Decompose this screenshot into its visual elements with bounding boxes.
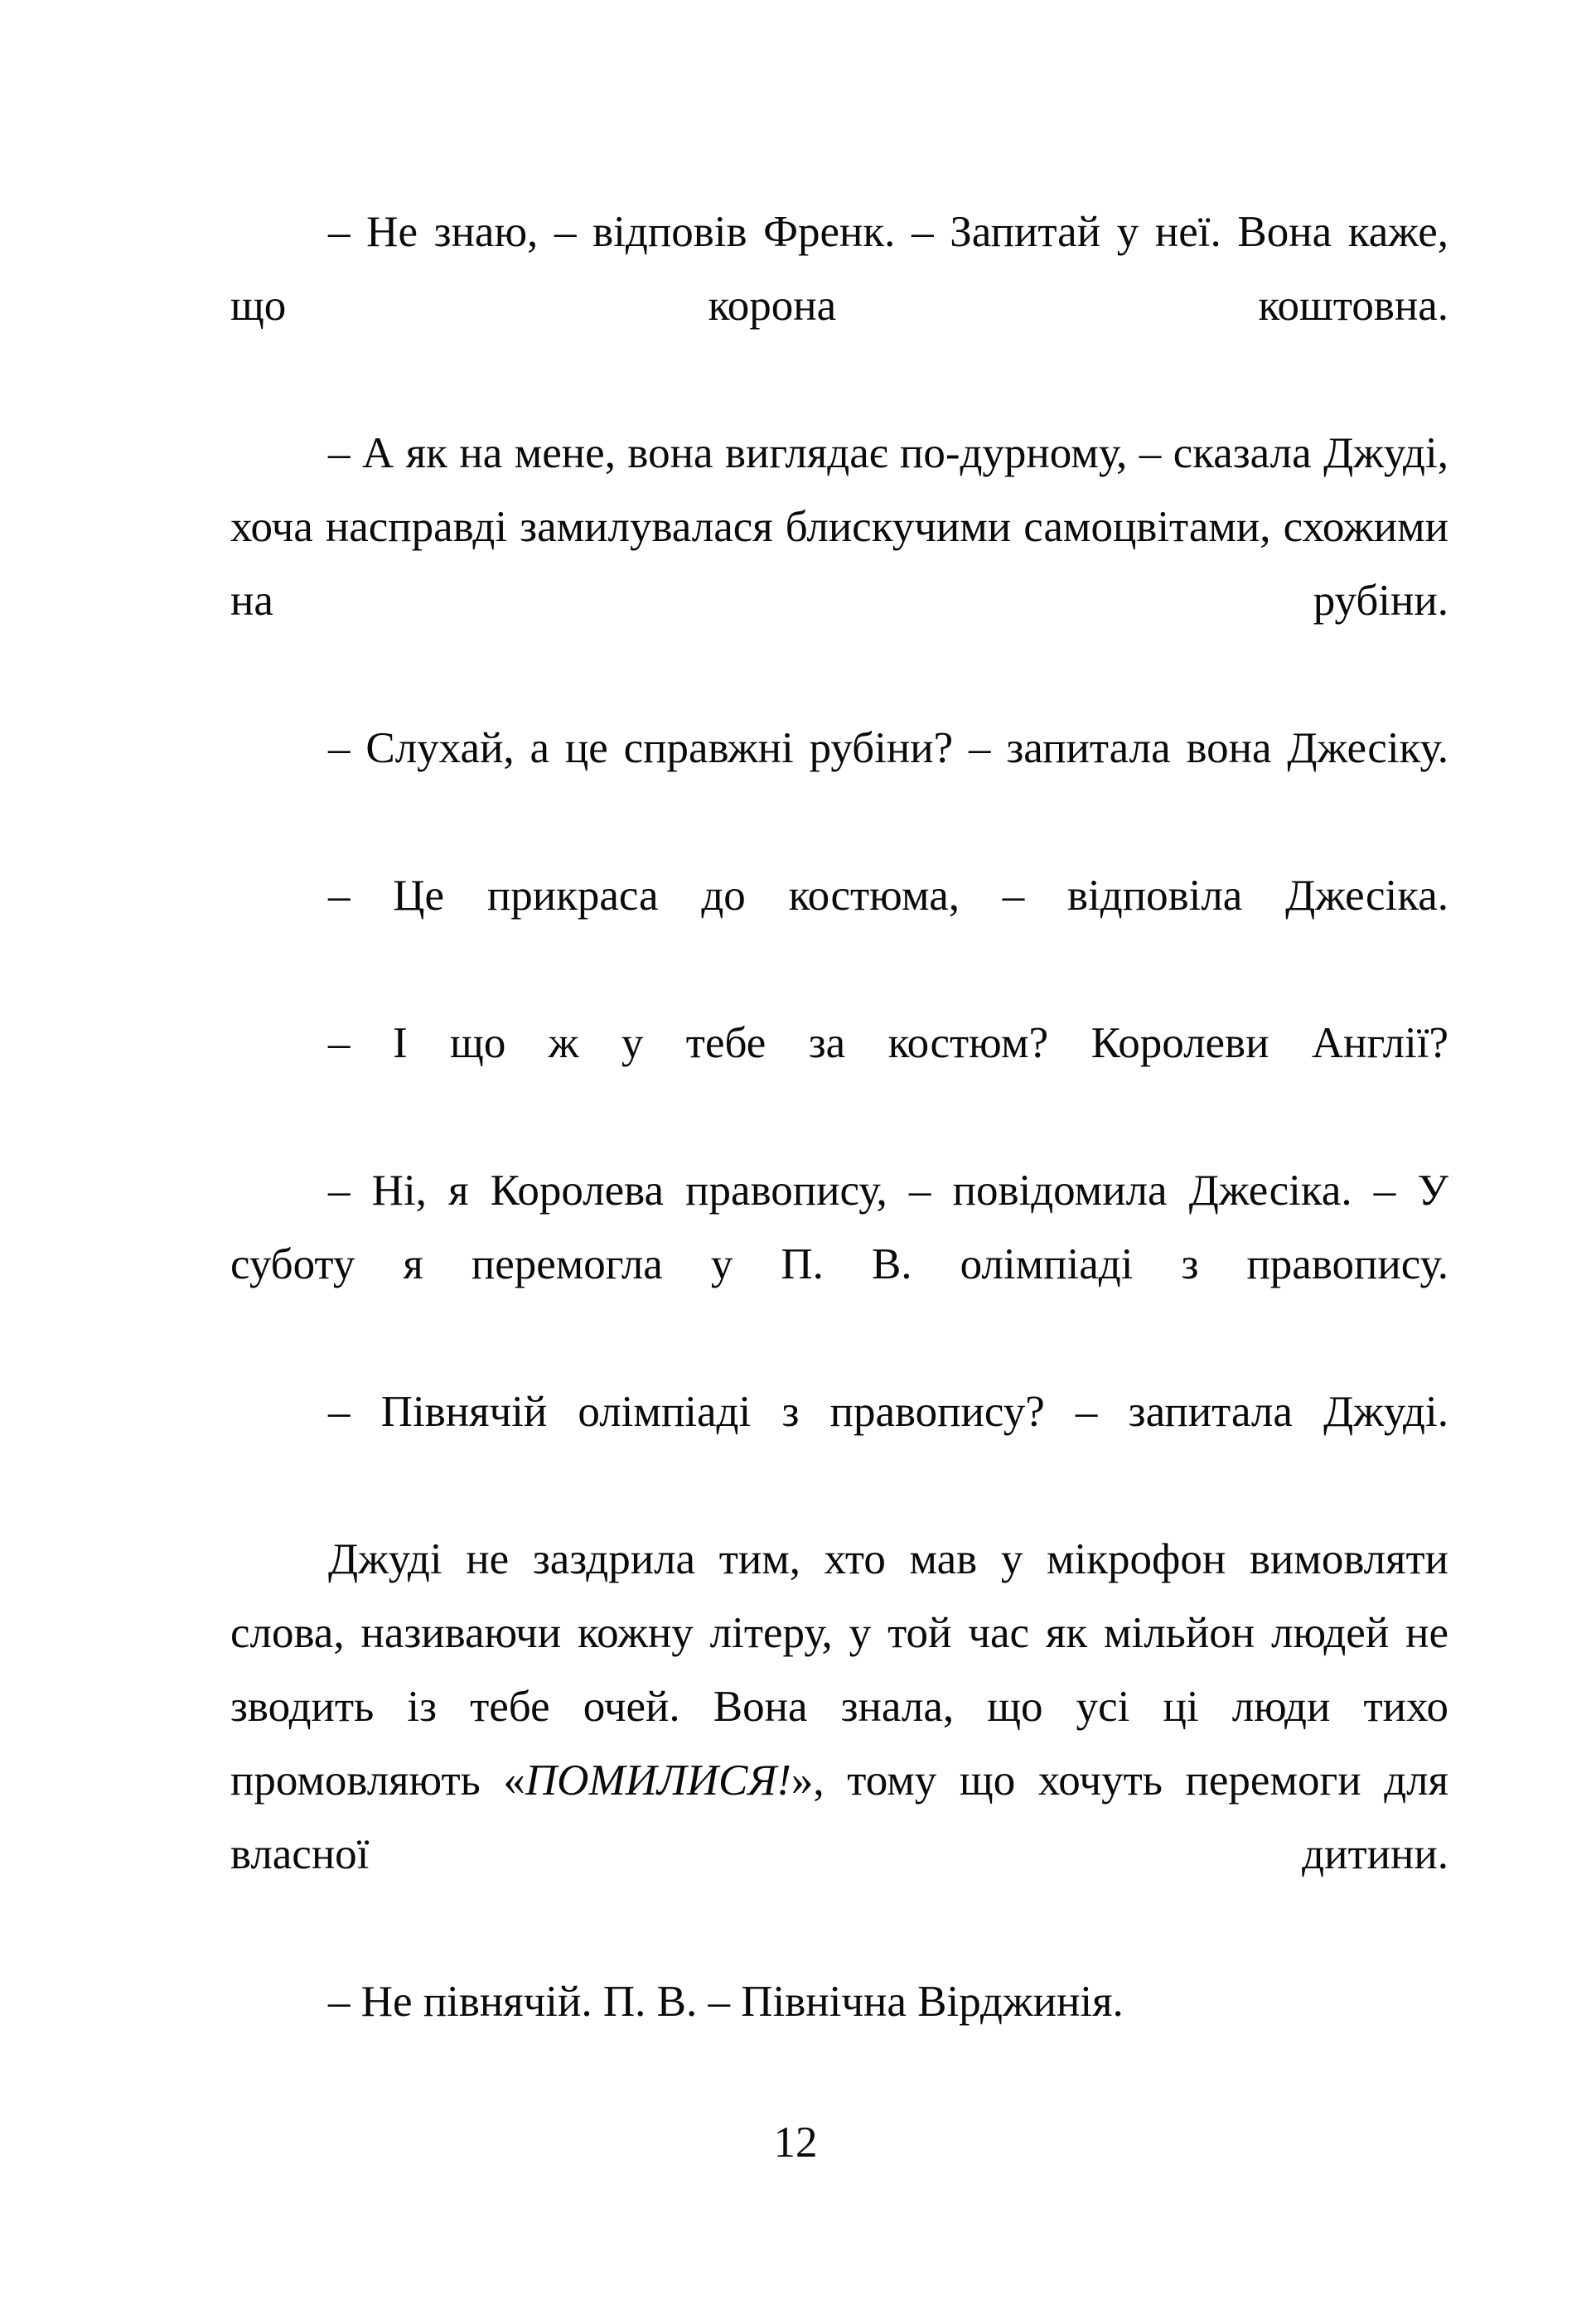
page-number: 12 xyxy=(773,2119,818,2167)
paragraph-5: – І що ж у тебе за костюм? Королеви Англії? xyxy=(328,1019,1448,1067)
page-body-text xyxy=(230,196,1448,2039)
paragraph-6: – Ні, я Королева правопису, – повідомила Джесіка. – У суботу я перемогла у П. В. олімпіаді з правопису. xyxy=(230,1167,1448,1288)
paragraph-1: – Не знаю, – відповів Френк. – Запитай у неї. Вона каже, що корона коштовна. xyxy=(230,208,1448,330)
emphasized-shout-word: ПОМИЛИСЯ! xyxy=(525,1756,791,1805)
paragraph-9: – Не півнячій. П. В. – Північна Вірджинія. xyxy=(328,1978,1124,2026)
paragraph-8-text-lead: Джуді не заздрила тим, хто мав у мікрофон вимовляти слова, називаючи кожну літеру, у той час як мільйон людей не зводить із тебе очей. Вона знала, що усі ці люди тихо промовляють xyxy=(230,1535,1448,1805)
paragraph-4: – Це прикраса до костюма, – відповіла Джесіка. xyxy=(328,872,1448,920)
quote-open-guillemet: « xyxy=(503,1756,525,1805)
paragraph-3: – Слухай, а це справжні рубіни? – запитала вона Джесіку. xyxy=(328,724,1448,772)
paragraph-2: – А як на мене, вона виглядає по-дурному, – сказала Джуді, хоча насправді замилувалася блискучими самоцвітами, схожими на рубіни. xyxy=(230,429,1448,625)
quote-close-guillemet: » xyxy=(791,1756,814,1805)
paragraph-7: – Півнячій олімпіаді з правопису? – запитала Джуді. xyxy=(328,1388,1448,1436)
paragraph-8-text-tail: , тому що хочуть перемоги для власної дитини. xyxy=(230,1756,1448,1878)
paragraph-8 xyxy=(230,1523,1448,1965)
